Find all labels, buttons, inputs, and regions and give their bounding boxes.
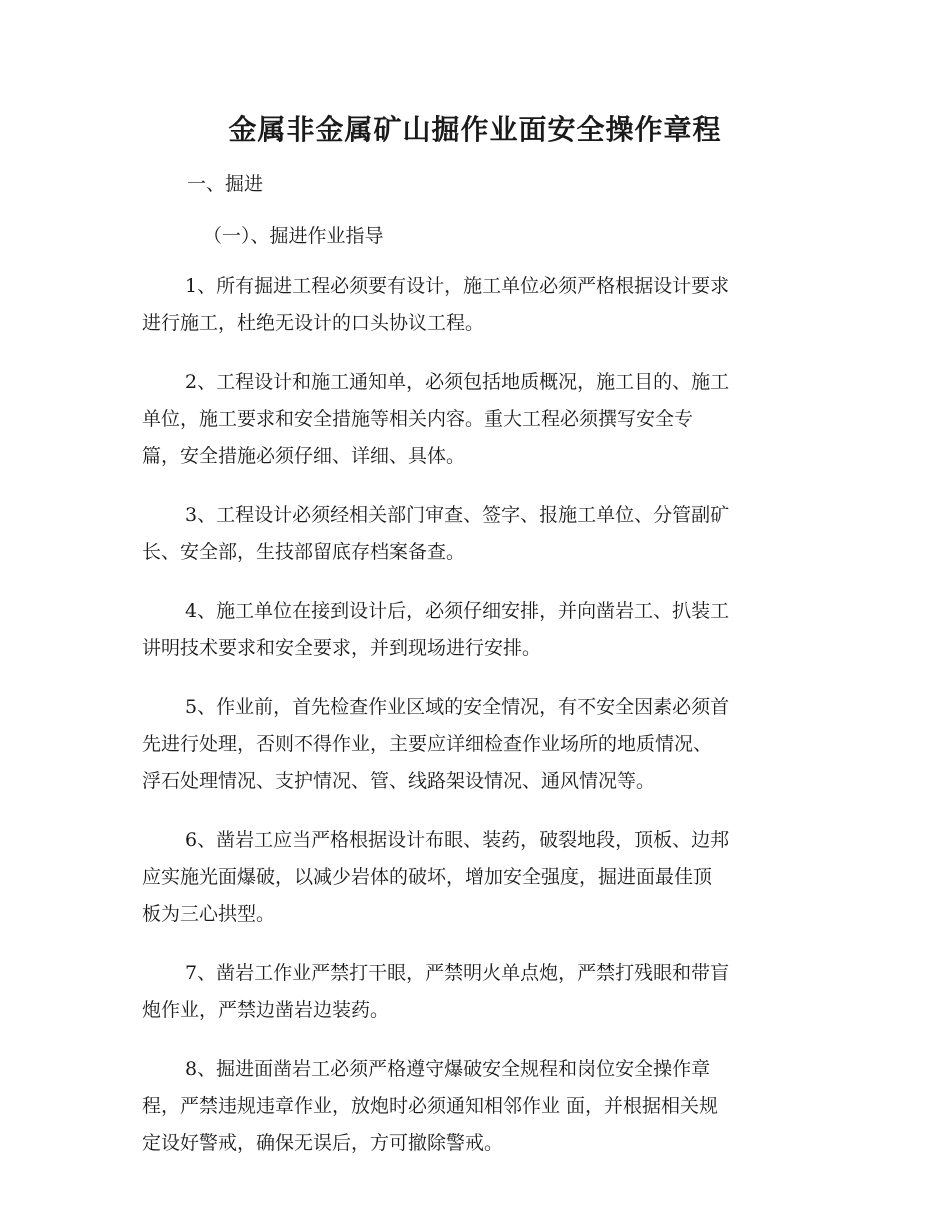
paragraph-line: 6、凿岩工应当严格根据设计布眼、装药，破裂地段，顶板、边邦	[185, 829, 730, 851]
paragraph-line: 应实施光面爆破，以减少岩体的破坏，增加安全强度，掘进面最佳顶	[142, 866, 713, 888]
paragraph-line: 1、所有掘进工程必须要有设计，施工单位必须严格根据设计要求	[185, 275, 730, 297]
paragraph-line: 篇，安全措施必须仔细、详细、具体。	[142, 445, 466, 467]
paragraph-line: 7、凿岩工作业严禁打干眼，严禁明火单点炮，严禁打残眼和带盲	[185, 962, 730, 984]
paragraph-line: 长、安全部，生技部留底存档案备查。	[142, 541, 466, 563]
paragraph-line: 先进行处理，否则不得作业，主要应详细检查作业场所的地质情况、	[142, 733, 713, 755]
paragraph-line: 讲明技术要求和安全要求，并到现场进行安排。	[142, 637, 542, 659]
paragraph-line: 炮作业，严禁边凿岩边装药。	[142, 999, 390, 1021]
paragraph-line: 程，严禁违规违章作业，放炮时必须通知相邻作业 面，并根据相关规	[142, 1095, 719, 1117]
paragraph-line: 板为三心拱型。	[142, 903, 276, 925]
section-heading: 一、掘进	[187, 173, 264, 195]
document-title: 金属非金属矿山掘作业面安全操作章程	[228, 113, 722, 146]
paragraph-line: 定设好警戒，确保无误后，方可撤除警戒。	[142, 1132, 504, 1154]
paragraph-8	[142, 1051, 808, 1162]
paragraph-7	[142, 955, 808, 1029]
paragraph-line: 8、掘进面凿岩工必须严格遵守爆破安全规程和岗位安全操作章	[185, 1058, 711, 1080]
paragraph-4	[142, 593, 808, 667]
sub-heading: （一）、掘进作业指导	[203, 225, 384, 247]
paragraph-line: 2、工程设计和施工通知单，必须包括地质概况，施工目的、施工	[185, 371, 730, 393]
paragraph-2	[142, 364, 808, 475]
paragraph-line: 5、作业前，首先检查作业区域的安全情况，有不安全因素必须首	[185, 696, 730, 718]
paragraph-line: 进行施工，杜绝无设计的口头协议工程。	[142, 312, 485, 334]
paragraph-line: 浮石处理情况、支护情况、管、线路架设情况、通风情况等。	[142, 770, 656, 792]
paragraph-6	[142, 822, 808, 933]
paragraph-line: 单位，施工要求和安全措施等相关内容。重大工程必须撰写安全专	[142, 408, 694, 430]
paragraph-1	[142, 268, 808, 342]
paragraph-list	[142, 268, 808, 1184]
paragraph-line: 3、工程设计必须经相关部门审查、签字、报施工单位、分管副矿	[185, 504, 730, 526]
paragraph-line: 4、施工单位在接到设计后，必须仔细安排，并向凿岩工、扒装工	[185, 600, 730, 622]
paragraph-5	[142, 689, 808, 800]
paragraph-3	[142, 497, 808, 571]
